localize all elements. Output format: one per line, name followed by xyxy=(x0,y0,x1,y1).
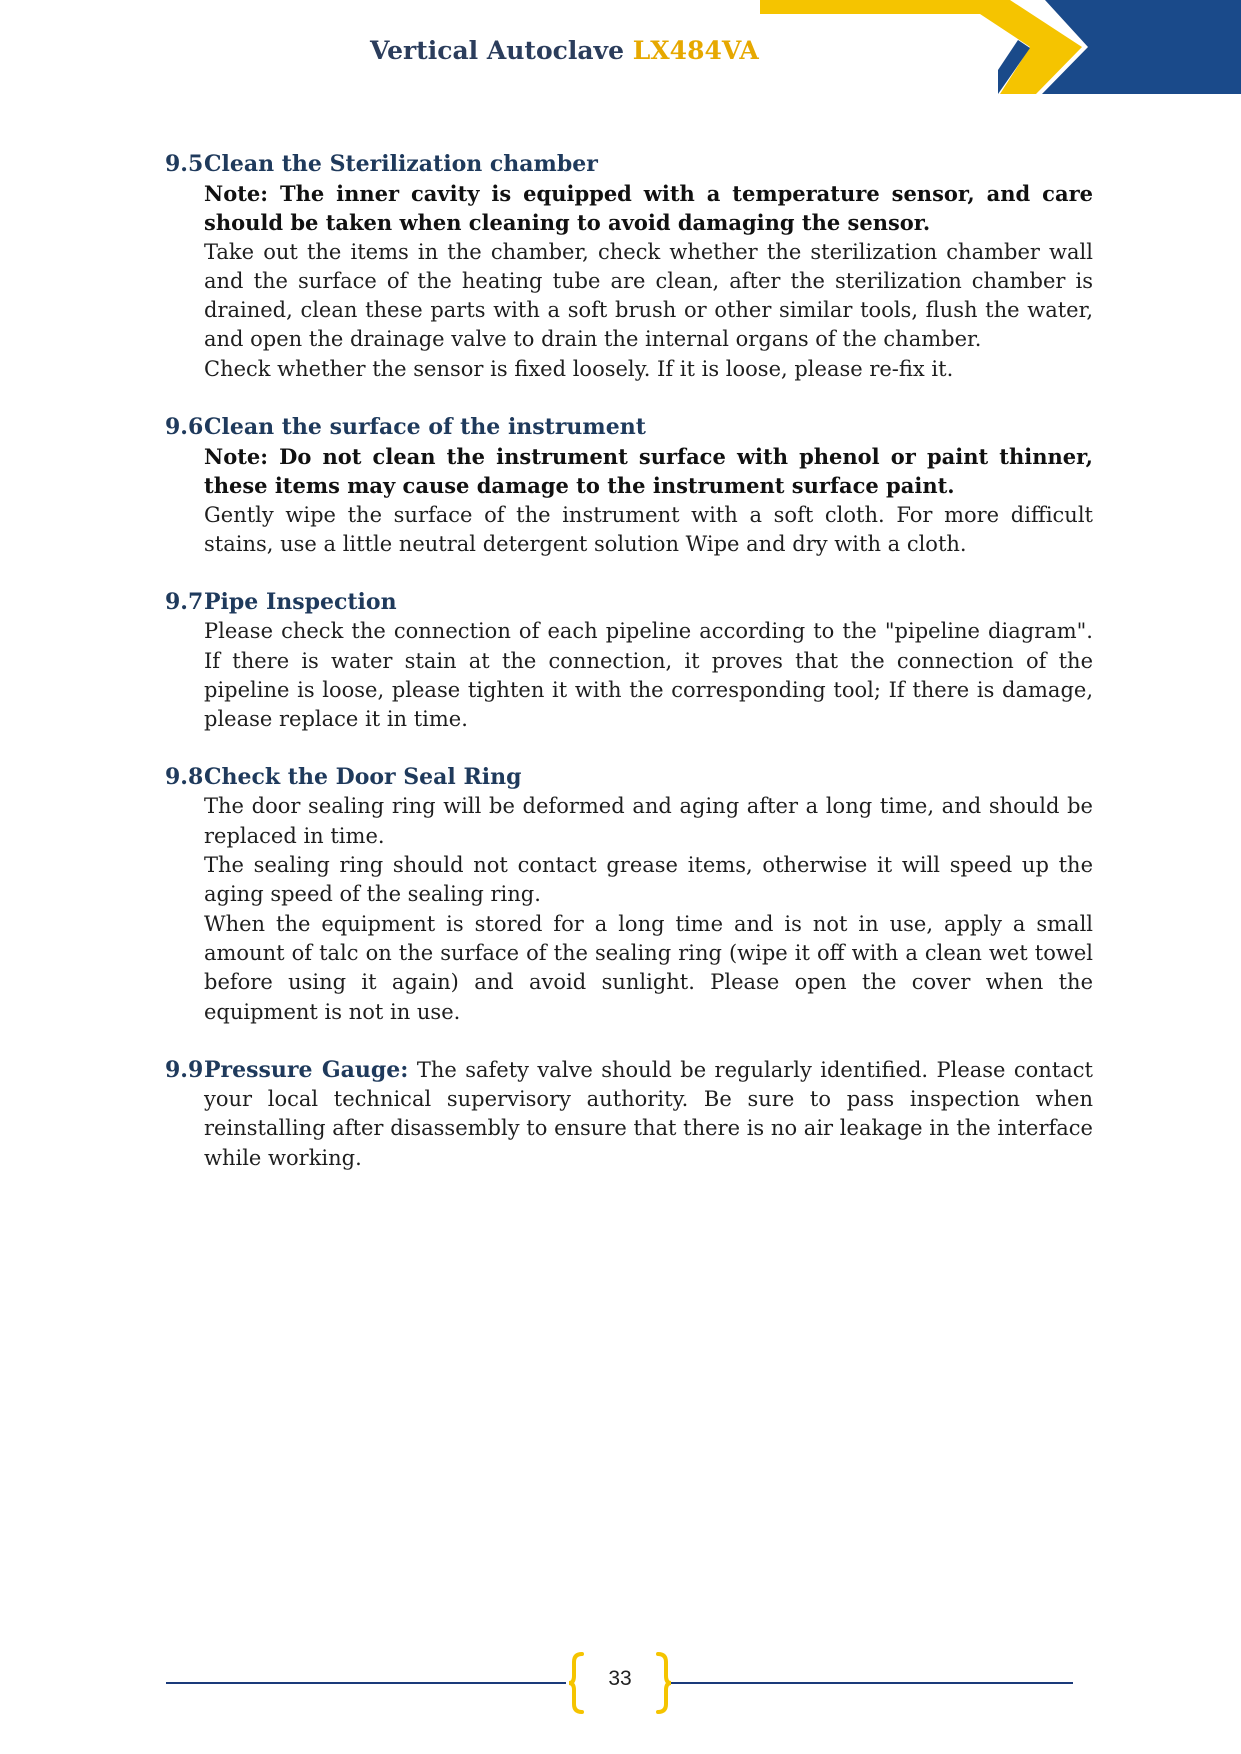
paragraph: The safety valve should be regularly identified. Please contact your local technical supervisory authority. Be sure to pass inspection when reinstalling after disassembly to ensure that there is no air leakage in the interface while working. xyxy=(204,1057,1093,1170)
document-title xyxy=(370,36,759,65)
section-title: Pipe Inspection xyxy=(204,589,397,616)
paragraph: Gently wipe the surface of the instrument with a soft cloth. For more difficult stains, use a little neutral detergent solution Wipe and dry with a cloth. xyxy=(204,502,1093,556)
section-heading xyxy=(165,150,1093,179)
section-9-8 xyxy=(165,763,1093,1026)
section-body xyxy=(165,1056,1093,1173)
right-bracket-icon xyxy=(658,1654,671,1712)
section-number: 9.9 xyxy=(165,1056,204,1083)
note-text: Note: Do not clean the instrument surface with phenol or paint thinner, these items may cause damage to the instrument surface paint. xyxy=(204,444,1093,499)
section-heading xyxy=(165,588,1093,617)
section-9-9 xyxy=(165,1056,1093,1173)
section-number: 9.7 xyxy=(165,589,204,616)
gold-stripe xyxy=(760,0,1082,94)
section-number: 9.8 xyxy=(165,764,204,791)
section-9-7 xyxy=(165,588,1093,734)
page-content xyxy=(165,150,1093,1202)
paragraph: Check whether the sensor is fixed loosely. If it is loose, please re-fix it. xyxy=(204,356,954,381)
section-heading xyxy=(165,413,1093,442)
section-body xyxy=(204,442,1093,559)
note-text: Note: The inner cavity is equipped with a temperature sensor, and care should be taken when cleaning to avoid damaging the sensor. xyxy=(204,181,1093,236)
paragraph: Take out the items in the chamber, check whether the sterilization chamber wall and the surface of the heating tube are clean, after the sterilization chamber is drained, clean these parts with a soft brush or other similar tools, flush the water, and open the drainage valve to drain the internal organs of the chamber. xyxy=(204,239,1093,352)
page-number: 33 xyxy=(608,1667,632,1690)
section-title: Pressure Gauge: xyxy=(204,1056,409,1083)
section-9-6 xyxy=(165,413,1093,559)
paragraph: The sealing ring should not contact grease items, otherwise it will speed up the aging speed of the sealing ring. xyxy=(204,853,1093,907)
section-title: Clean the surface of the instrument xyxy=(204,414,646,441)
section-body xyxy=(204,179,1093,384)
paragraph: When the equipment is stored for a long time and is not in use, apply a small amount of talc on the surface of the sealing ring (wipe it off with a clean wet towel before using it again) and avoid sunlight. Please open the cover when the equipment is not in use. xyxy=(204,911,1093,1024)
section-title: Check the Door Seal Ring xyxy=(204,764,522,791)
section-heading xyxy=(165,763,1093,792)
paragraph: Please check the connection of each pipeline according to the "pipeline diagram". If there is water stain at the connection, it proves that the connection of the pipeline is loose, please tighten it with the corresponding tool; If there is damage, please replace it in time. xyxy=(204,619,1093,732)
model-number: LX484VA xyxy=(632,36,759,65)
section-9-5 xyxy=(165,150,1093,384)
left-bracket-icon xyxy=(569,1654,582,1712)
section-number: 9.6 xyxy=(165,414,204,441)
section-number: 9.5 xyxy=(165,151,204,177)
paragraph: The door sealing ring will be deformed and aging after a long time, and should be replaced in time. xyxy=(204,794,1093,848)
title-prefix: Vertical Autoclave xyxy=(370,36,633,65)
section-body xyxy=(204,792,1093,1026)
section-title: Clean the Sterilization chamber xyxy=(204,151,598,177)
section-body xyxy=(204,617,1093,734)
